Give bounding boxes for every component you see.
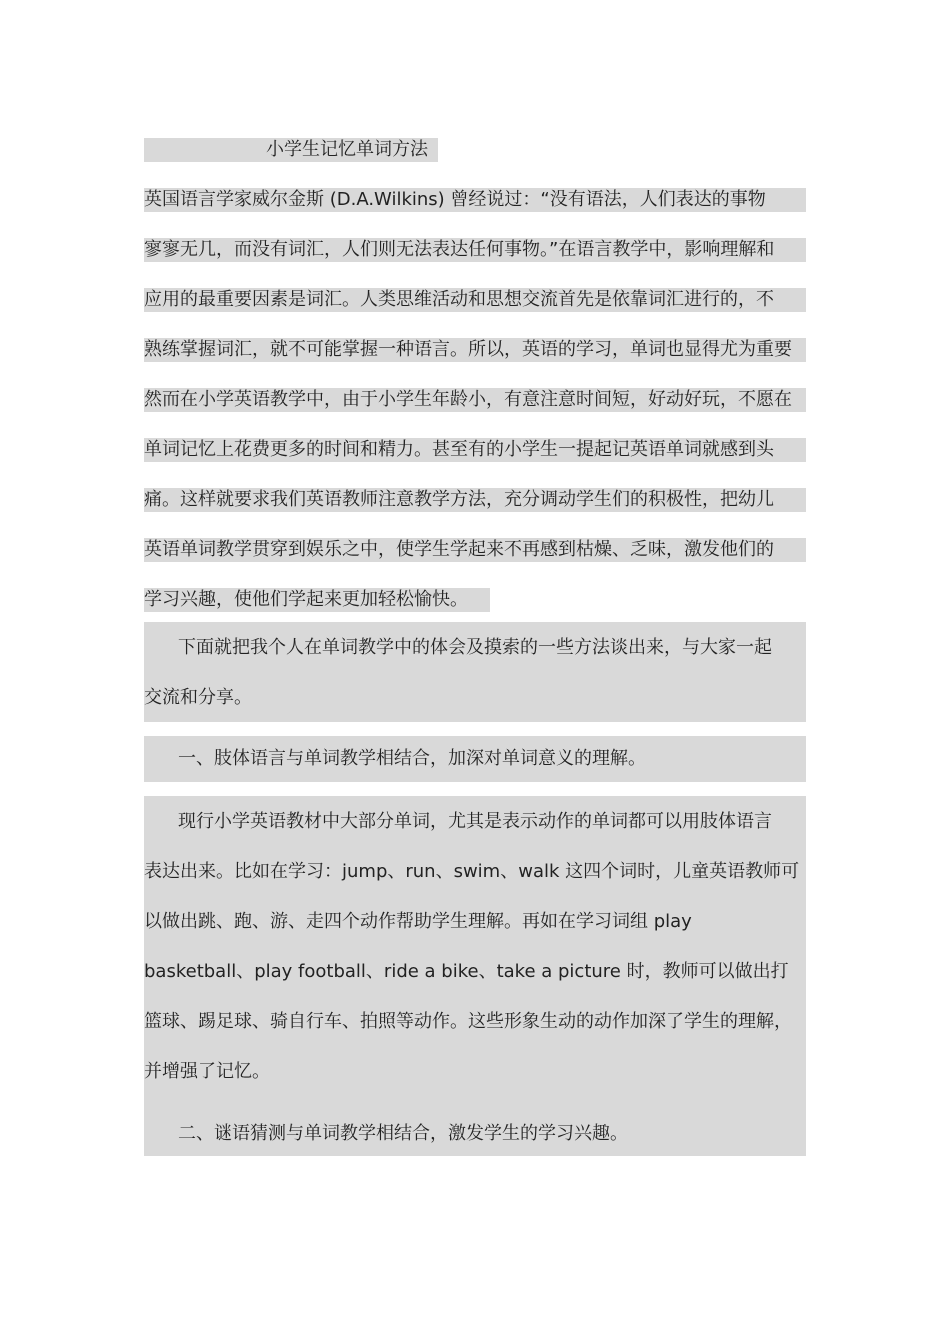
paragraph-3 xyxy=(144,796,806,1156)
paragraph-1-line-7: 痛。这样就要求我们英语教师注意教学方法，充分调动学生们的积极性，把幼儿 xyxy=(144,488,806,512)
paragraph-1-line-5: 然而在小学英语教学中，由于小学生年龄小，有意注意时间短，好动好玩，不愿在 xyxy=(144,388,806,412)
paragraph-3-line-2: 表达出来。比如在学习：jump、run、swim、walk 这四个词时，儿童英语教师可 xyxy=(144,861,800,882)
paragraph-1-line-6: 单词记忆上花费更多的时间和精力。甚至有的小学生一提起记英语单词就感到头 xyxy=(144,438,806,462)
title-highlight xyxy=(144,138,438,162)
paragraph-3-line-6: 并增强了记忆。 xyxy=(144,1061,270,1082)
paragraph-3-line-5: 篮球、踢足球、骑自行车、拍照等动作。这些形象生动的动作加深了学生的理解， xyxy=(144,1011,792,1032)
heading-1: 一、肢体语言与单词教学相结合，加深对单词意义的理解。 xyxy=(178,748,646,769)
paragraph-3-line-1: 现行小学英语教材中大部分单词，尤其是表示动作的单词都可以用肢体语言 xyxy=(178,811,772,832)
document-title: 小学生记忆单词方法 xyxy=(266,139,428,160)
paragraph-1-line-3: 应用的最重要因素是词汇。人类思维活动和思想交流首先是依靠词汇进行的，不 xyxy=(144,288,806,312)
heading-2: 二、谜语猜测与单词教学相结合，激发学生的学习兴趣。 xyxy=(178,1123,628,1144)
paragraph-3-line-4: basketball、play football、ride a bike、take a picture 时，教师可以做出打 xyxy=(144,961,789,982)
paragraph-1-line-9: 学习兴趣，使他们学起来更加轻松愉快。 xyxy=(144,588,490,612)
paragraph-1-line-4: 熟练掌握词汇，就不可能掌握一种语言。所以，英语的学习，单词也显得尤为重要 xyxy=(144,338,806,362)
paragraph-1-line-8: 英语单词教学贯穿到娱乐之中，使学生学起来不再感到枯燥、乏味，激发他们的 xyxy=(144,538,806,562)
heading-1-block xyxy=(144,736,806,782)
paragraph-2-line-2: 交流和分享。 xyxy=(144,687,252,708)
paragraph-2 xyxy=(144,622,806,722)
paragraph-2-line-1: 下面就把我个人在单词教学中的体会及摸索的一些方法谈出来，与大家一起 xyxy=(178,637,772,658)
paragraph-3-line-3: 以做出跳、跑、游、走四个动作帮助学生理解。再如在学习词组 play xyxy=(144,911,692,932)
paragraph-1-line-1: 英国语言学家威尔金斯 (D.A.Wilkins) 曾经说过：“没有语法，人们表达的事物 xyxy=(144,188,806,212)
paragraph-1-line-2: 寥寥无几，而没有词汇，人们则无法表达任何事物。”在语言教学中，影响理解和 xyxy=(144,238,806,262)
